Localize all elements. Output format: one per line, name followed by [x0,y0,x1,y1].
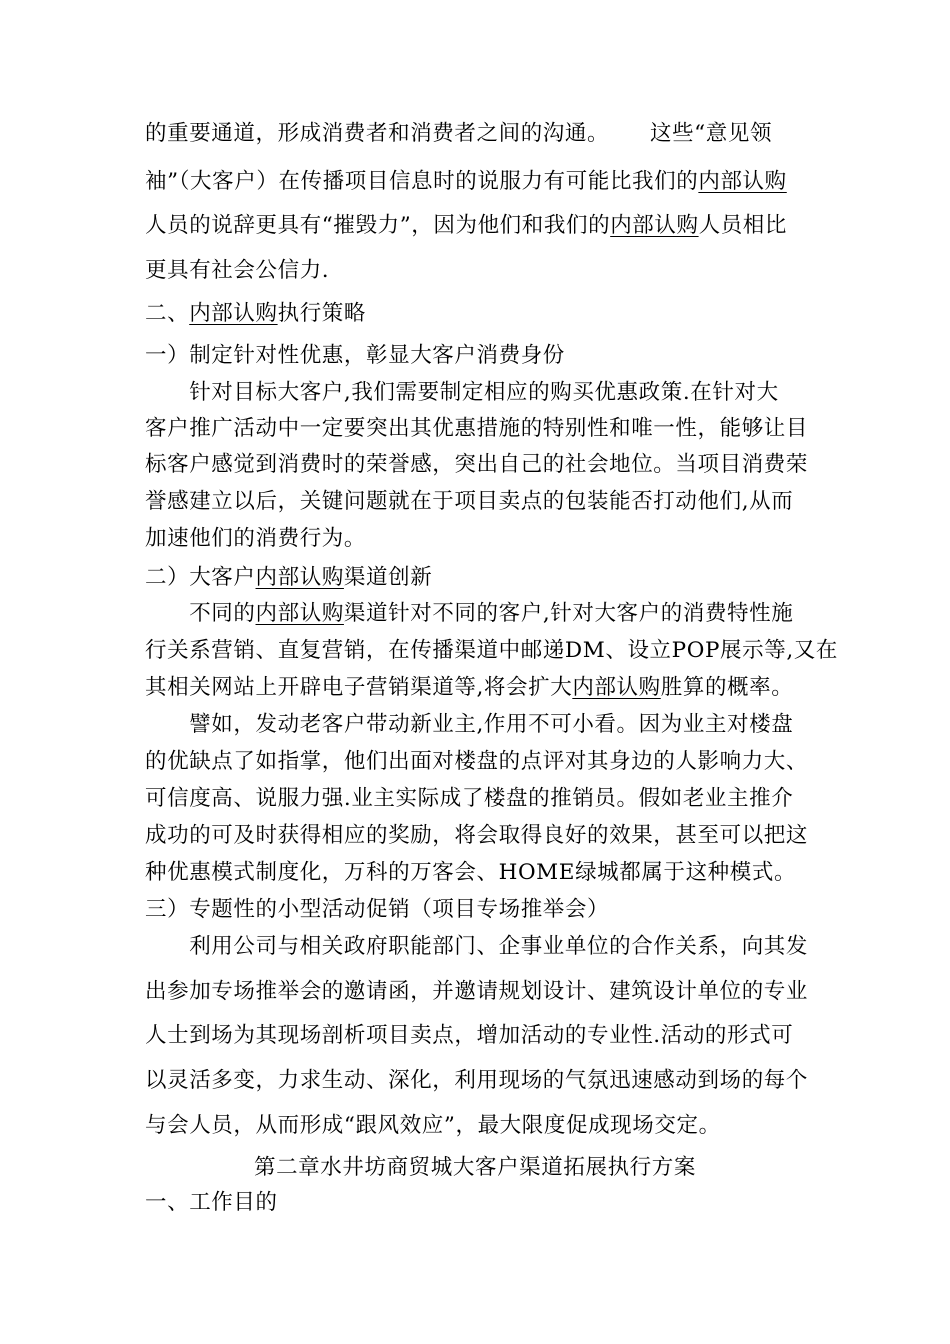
underlined-term: 内部认购 [255,601,344,626]
text-run: 的重要通道，形成消费者和消费者之间的沟通。 这些“意见领 [145,121,773,146]
text-line [145,1066,808,1096]
text-run: 一）制定针对性优惠，彰显大客户消费身份 [145,343,565,368]
text-run: 二、 [145,301,190,326]
text-run: 的优缺点了如指掌，他们出面对楼盘的点评对其身边的人影响力大、 [145,749,809,774]
text-line [145,673,793,703]
text-run: 人士到场为其现场剖析项目卖点，增加活动的专业性.活动的形式可 [145,1023,794,1048]
underlined-term: 内部认购 [610,213,699,238]
text-run: 出参加专场推举会的邀请函，并邀请规划设计、建筑设计单位的专业 [145,979,809,1004]
text-run: 针对目标大客户,我们需要制定相应的购买优惠政策.在针对大 [145,380,779,405]
text-run: 利用公司与相关政府职能部门、企事业单位的合作关系，向其发 [145,934,809,959]
text-line [145,710,793,740]
text-run: 人员的说辞更具有“摧毁力”，因为他们和我们的 [145,213,611,238]
subsection-heading [145,563,432,593]
text-run: 更具有社会公信力. [145,258,330,283]
section-heading [145,1188,278,1218]
text-run: 袖”（大客户）在传播项目信息时的说服力有可能比我们的 [145,169,699,194]
text-line [145,747,808,777]
text-line [145,119,772,149]
text-run: 可信度高、说服力强.业主实际成了楼盘的推销员。假如老业主推介 [145,786,794,811]
underlined-term: 内部认购 [189,301,278,326]
text-line [145,1021,793,1051]
text-run: 其相关网站上开辟电子营销渠道等,将会扩大 [145,675,573,700]
text-run: 行关系营销、直复营销，在传播渠道中邮递DM、设立POP展示等,又在 [145,638,838,663]
text-run: 渠道创新 [343,565,433,590]
text-line [145,932,808,962]
text-line [145,167,787,197]
text-line [145,211,787,241]
text-line [145,378,779,408]
text-run: 一、工作目的 [145,1190,278,1215]
text-line [145,1111,721,1141]
text-run: 渠道针对不同的客户,针对大客户的消费特性施 [343,601,794,626]
text-line [145,636,838,666]
text-line [145,256,329,286]
text-run: 客户推广活动中一定要突出其优惠措施的特别性和唯一性，能够让目 [145,416,809,441]
text-run: 成功的可及时获得相应的奖励，将会取得良好的效果，甚至可以把这 [145,823,809,848]
text-line [145,414,808,444]
text-run: 执行策略 [277,301,367,326]
text-run: 与会人员，从而形成“跟风效应”，最大限度促成现场交定。 [145,1113,721,1138]
subsection-heading [145,341,565,371]
chapter-title [0,1153,950,1183]
subsection-heading [145,895,609,925]
text-line [145,821,808,851]
underlined-term: 内部认购 [698,169,787,194]
text-line [145,450,808,480]
text-line [145,858,796,888]
text-line [145,977,808,1007]
underlined-term: 内部认购 [572,675,661,700]
text-line [145,487,793,517]
text-run: 加速他们的消费行为。 [145,526,367,551]
text-line [145,524,366,554]
text-run: 以灵活多变，力求生动、深化，利用现场的气氛迅速感动到场的每个 [145,1068,809,1093]
text-run: 譬如，发动老客户带动新业主,作用不可小看。因为业主对楼盘 [145,712,794,737]
section-heading [145,299,366,329]
text-run: 第二章水井坊商贸城大客户渠道拓展执行方案 [253,1155,696,1180]
text-line [145,599,793,629]
text-line [145,784,793,814]
text-run: 标客户感觉到消费时的荣誉感，突出自己的社会地位。当项目消费荣 [145,452,809,477]
text-run: 誉感建立以后，关键问题就在于项目卖点的包装能否打动他们,从而 [145,489,794,514]
text-run: 胜算的概率。 [660,675,794,700]
text-run: 不同的 [145,601,256,626]
text-run: 二）大客户 [145,565,256,590]
text-run: 种优惠模式制度化，万科的万客会、HOME绿城都属于这种模式。 [145,860,797,885]
text-run: 三）专题性的小型活动促销（项目专场推举会） [145,897,610,922]
underlined-term: 内部认购 [255,565,344,590]
text-run: 人员相比 [698,213,787,238]
